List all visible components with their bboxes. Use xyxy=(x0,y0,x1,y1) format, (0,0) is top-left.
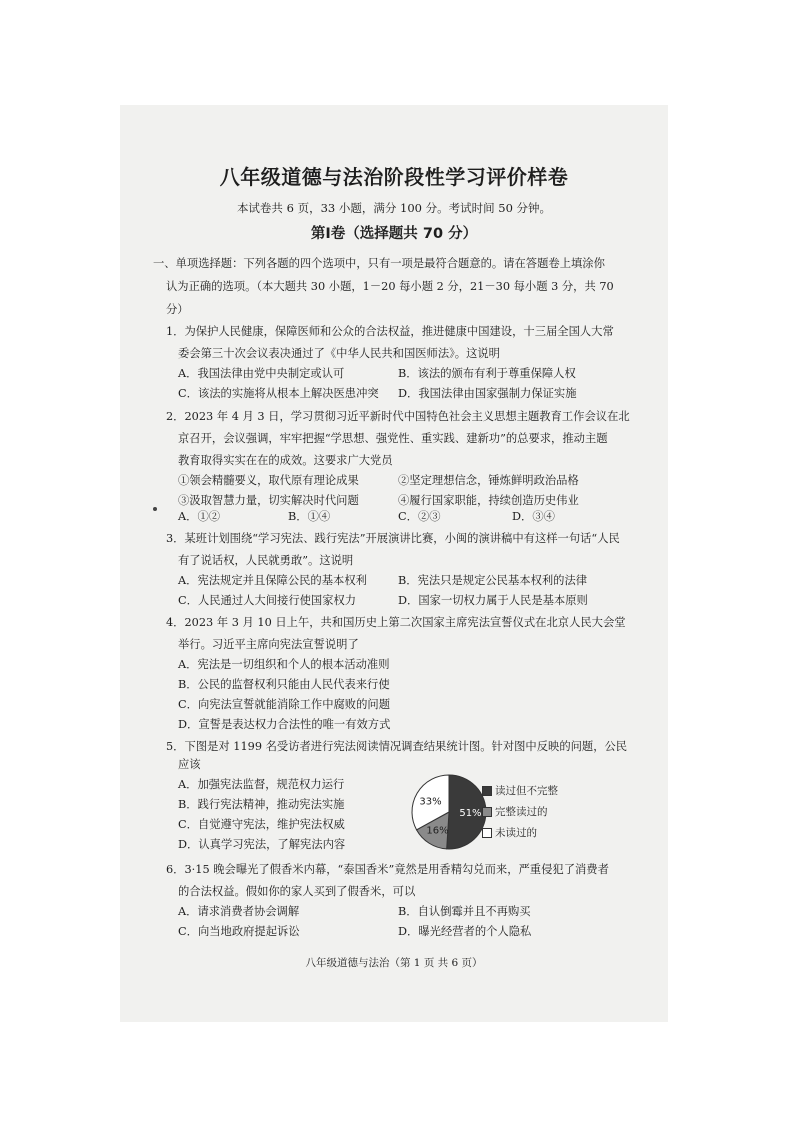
question-2-item-2: ②坚定理想信念，锤炼鲜明政治品格 xyxy=(398,474,579,487)
reading-survey-pie-chart xyxy=(410,773,488,851)
page-footer: 八年级道德与法治（第 1 页 共 6 页） xyxy=(305,957,483,969)
legend-label: 读过但不完整 xyxy=(495,785,558,797)
page-title: 八年级道德与法治阶段性学习评价样卷 xyxy=(219,165,569,189)
question-6-option-c: C．向当地政府提起诉讼 xyxy=(178,925,300,938)
question-4-option-c: C．向宪法宣誓就能消除工作中腐败的问题 xyxy=(178,698,390,711)
question-3-option-c: C．人民通过人大间接行使国家权力 xyxy=(178,594,357,607)
legend-swatch xyxy=(482,807,492,817)
question-6-option-d: D．曝光经营者的个人隐私 xyxy=(398,925,532,938)
question-4-option-b: B．公民的监督权利只能由人民代表来行使 xyxy=(178,678,390,691)
legend-label: 完整读过的 xyxy=(495,806,548,818)
instruction-line: 一、单项选择题：下列各题的四个选项中，只有一项是最符合题意的。请在答题卷上填涂你 xyxy=(153,257,605,270)
question-2-option-b: B．①④ xyxy=(288,510,331,523)
question-1-option-c: C．该法的实施将从根本上解决医患冲突 xyxy=(178,387,379,400)
question-2-stem: 教育取得实实在在的成效。这要求广大党员 xyxy=(178,454,393,467)
question-5-stem: 应该 xyxy=(178,758,201,771)
question-3-option-a: A．宪法规定并且保障公民的基本权利 xyxy=(178,574,367,587)
question-5-stem: 5．下图是对 1199 名受访者进行宪法阅读情况调查结果统计图。针对图中反映的问题，公民 xyxy=(166,740,628,753)
question-4-stem: 举行。习近平主席向宪法宣誓说明了 xyxy=(178,638,359,651)
question-5-option-c: C．自觉遵守宪法，维护宪法权威 xyxy=(178,818,345,831)
question-6-stem: 6．3·15 晚会曝光了假香米内幕，“泰国香米”竟然是用香精勾兑而来，严重侵犯了消费者 xyxy=(166,863,609,876)
question-4-stem: 4．2023 年 3 月 10 日上午，共和国历史上第二次国家主席宪法宣誓仪式在北京人民大会堂 xyxy=(166,616,626,629)
question-1-option-d: D．我国法律由国家强制力保证实施 xyxy=(398,387,577,400)
pie-slice-label-1: 16% xyxy=(426,825,449,837)
question-2-option-d: D．③④ xyxy=(512,510,555,523)
question-5-option-d: D．认真学习宪法，了解宪法内容 xyxy=(178,838,346,851)
question-1-option-a: A．我国法律由党中央制定或认可 xyxy=(178,367,345,380)
question-5-option-a: A．加强宪法监督，规范权力运行 xyxy=(178,778,345,791)
pie-slice-label-0: 51% xyxy=(459,808,482,820)
question-5-option-b: B．践行宪法精神，推动宪法实施 xyxy=(178,798,345,811)
exam-info: 本试卷共 6 页，33 小题，满分 100 分。考试时间 50 分钟。 xyxy=(236,201,552,215)
question-6-option-a: A．请求消费者协会调解 xyxy=(178,905,300,918)
legend-item xyxy=(482,783,558,798)
question-1-stem: 1．为保护人民健康，保障医师和公众的合法权益，推进健康中国建设，十三届全国人大常 xyxy=(166,325,614,338)
part-heading: 第Ⅰ卷（选择题共 70 分） xyxy=(310,226,478,242)
legend-swatch xyxy=(482,828,492,838)
question-6-option-b: B．自认倒霉并且不再购买 xyxy=(398,905,531,918)
ink-dot xyxy=(153,507,157,511)
legend-item xyxy=(482,825,537,840)
question-4-option-a: A．宪法是一切组织和个人的根本活动准则 xyxy=(178,658,390,671)
question-1-option-b: B．该法的颁布有利于尊重保障人权 xyxy=(398,367,576,380)
question-2-item-4: ④履行国家职能，持续创造历史伟业 xyxy=(398,494,579,507)
question-2-item-1: ①领会精髓要义，取代原有理论成果 xyxy=(178,474,359,487)
instruction-line: 分） xyxy=(166,303,189,316)
question-2-stem: 京召开，会议强调，牢牢把握“学思想、强党性、重实践、建新功”的总要求，推动主题 xyxy=(178,432,608,445)
question-2-stem: 2．2023 年 4 月 3 日，学习贯彻习近平新时代中国特色社会主义思想主题教育工作会议在北 xyxy=(166,410,630,423)
question-4-option-d: D．宣誓是表达权力合法性的唯一有效方式 xyxy=(178,718,391,731)
question-3-stem: 3．某班计划围绕“学习宪法、践行宪法”开展演讲比赛，小闽的演讲稿中有这样一句话“人民 xyxy=(166,532,620,545)
legend-label: 未读过的 xyxy=(495,827,537,839)
question-2-option-a: A．①② xyxy=(178,510,221,523)
pie-slice-label-2: 33% xyxy=(419,796,442,808)
question-1-stem: 委会第三十次会议表决通过了《中华人民共和国医师法》。这说明 xyxy=(178,347,500,360)
question-3-option-b: B．宪法只是规定公民基本权利的法律 xyxy=(398,574,588,587)
question-2-option-c: C．②③ xyxy=(398,510,441,523)
instruction-line: 认为正确的选项。（本大题共 30 小题，1－20 每小题 2 分，21－30 每小题 3 分，共 70 xyxy=(166,280,614,293)
legend-item xyxy=(482,804,548,819)
question-6-stem: 的合法权益。假如你的家人买到了假香米，可以 xyxy=(178,885,416,898)
legend-swatch xyxy=(482,786,492,796)
question-3-stem: 有了说话权，人民就勇敢”。这说明 xyxy=(178,554,354,567)
question-3-option-d: D．国家一切权力属于人民是基本原则 xyxy=(398,594,588,607)
question-2-item-3: ③汲取智慧力量，切实解决时代问题 xyxy=(178,494,359,507)
exam-page xyxy=(120,105,668,1022)
